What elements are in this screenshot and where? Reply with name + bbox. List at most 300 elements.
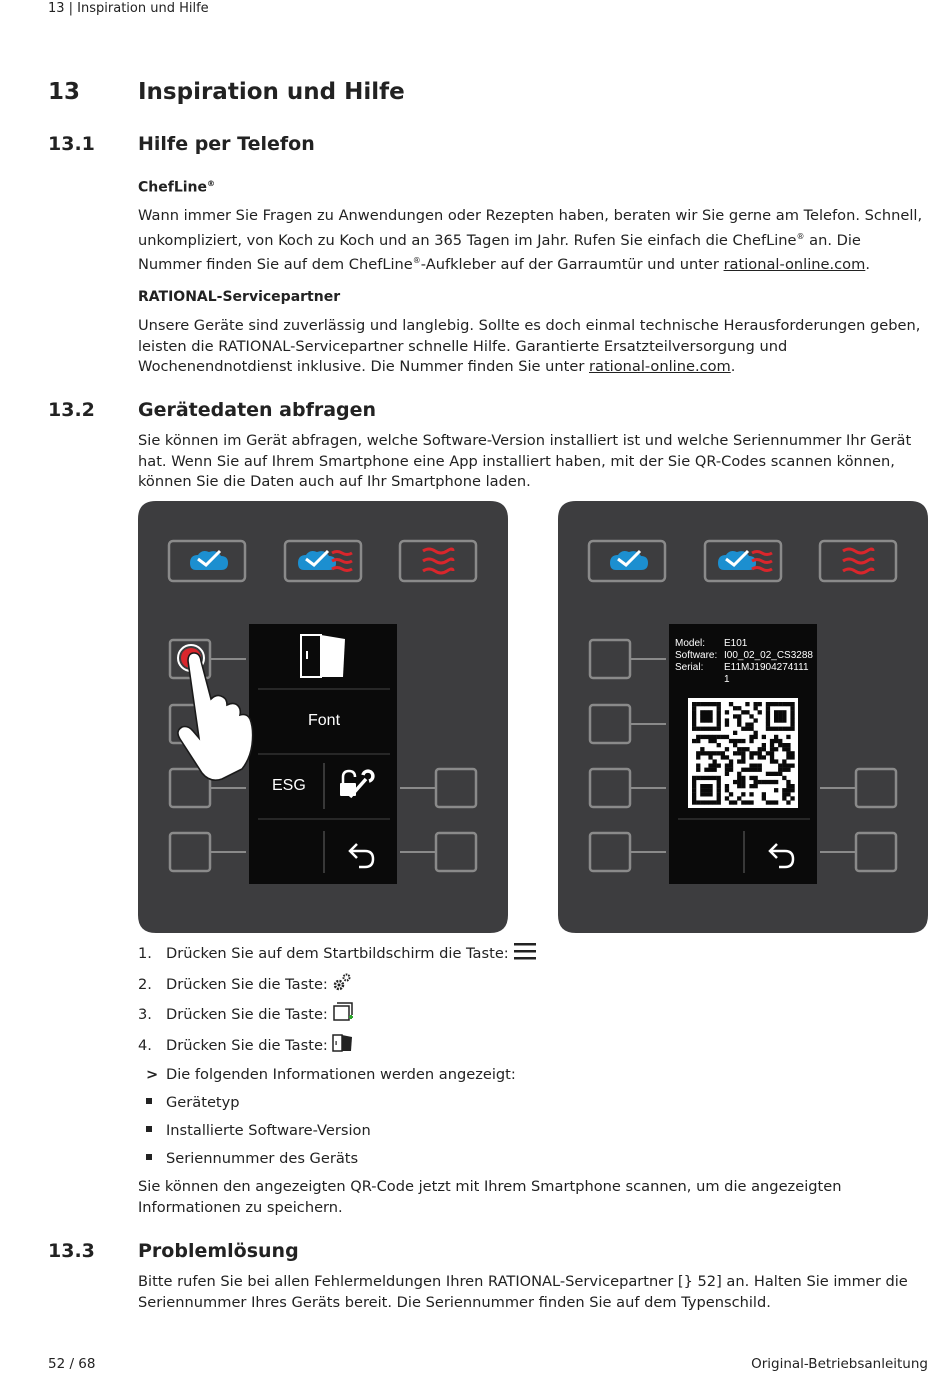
qr-module <box>758 755 762 759</box>
qr-module <box>725 747 729 751</box>
device-door-icon-small <box>332 1033 354 1057</box>
qr-module <box>733 731 737 735</box>
qr-module <box>708 788 712 792</box>
qr-module <box>741 751 745 755</box>
qr-module <box>754 731 758 735</box>
qr-module <box>790 755 794 759</box>
qr-module <box>708 727 712 731</box>
qr-module <box>790 796 794 800</box>
qr-module <box>733 743 737 747</box>
qr-module <box>754 776 758 780</box>
qr-module <box>770 751 774 755</box>
qr-module <box>704 735 708 739</box>
qr-module <box>790 714 794 718</box>
qr-module <box>762 792 766 796</box>
qr-module <box>749 776 753 780</box>
qr-module <box>733 706 737 710</box>
qr-module <box>733 780 737 784</box>
qr-module <box>708 710 712 714</box>
qr-module <box>696 776 700 780</box>
result-line: > Die folgenden Informationen werden angezeigt: <box>146 1066 516 1083</box>
qr-module <box>725 755 729 759</box>
qr-module <box>754 784 758 788</box>
qr-module <box>741 768 745 772</box>
qr-module <box>704 768 708 772</box>
qr-module <box>762 743 766 747</box>
qr-module <box>749 792 753 796</box>
qr-module <box>721 755 725 759</box>
qr-module <box>782 796 786 800</box>
qr-module <box>762 747 766 751</box>
qr-module <box>717 723 721 727</box>
qr-module <box>786 764 790 768</box>
qr-module <box>717 735 721 739</box>
qr-module <box>741 776 745 780</box>
qr-module <box>704 788 708 792</box>
qr-module <box>696 702 700 706</box>
qr-module <box>717 784 721 788</box>
qr-module <box>717 796 721 800</box>
qr-module <box>704 718 708 722</box>
qr-module <box>725 784 729 788</box>
qr-module <box>708 764 712 768</box>
section-13-3-number: 13.3 <box>48 1240 95 1262</box>
qr-module <box>745 710 749 714</box>
qr-module <box>713 739 717 743</box>
qr-module <box>749 784 753 788</box>
qr-module <box>745 723 749 727</box>
qr-module <box>745 800 749 804</box>
serial-value-cont: 1 <box>724 674 730 685</box>
qr-module <box>782 747 786 751</box>
qr-module <box>729 759 733 763</box>
qr-module <box>770 727 774 731</box>
qr-module <box>782 710 786 714</box>
qr-module <box>704 710 708 714</box>
qr-module <box>692 792 696 796</box>
qr-module <box>717 764 721 768</box>
qr-module <box>774 735 778 739</box>
qr-module <box>737 796 741 800</box>
qr-module <box>692 714 696 718</box>
qr-module <box>700 800 704 804</box>
qr-module <box>786 735 790 739</box>
qr-module <box>770 739 774 743</box>
qr-module <box>774 800 778 804</box>
font-menu-label[interactable]: Font <box>308 712 341 729</box>
qr-module <box>692 723 696 727</box>
qr-module <box>700 718 704 722</box>
section-13-2-title: Gerätedaten abfragen <box>138 399 377 421</box>
qr-module <box>774 759 778 763</box>
qr-module <box>741 727 745 731</box>
qr-module <box>721 735 725 739</box>
qr-module <box>692 776 696 780</box>
section-13-1-title: Hilfe per Telefon <box>138 133 315 155</box>
qr-module <box>741 739 745 743</box>
section-13-2-number: 13.2 <box>48 399 95 421</box>
qr-module <box>708 768 712 772</box>
qr-module <box>692 788 696 792</box>
qr-module <box>778 739 782 743</box>
qr-module <box>758 764 762 768</box>
qr-module <box>774 714 778 718</box>
rational-link[interactable]: rational-online.com <box>723 255 866 273</box>
qr-module <box>700 751 704 755</box>
qr-module <box>725 768 729 772</box>
qr-module <box>737 780 741 784</box>
bullet-item: Gerätetyp <box>146 1094 240 1111</box>
qr-module <box>741 759 745 763</box>
qr-module <box>762 780 766 784</box>
qr-module <box>790 710 794 714</box>
qr-module <box>741 710 745 714</box>
qr-module <box>692 706 696 710</box>
qr-module <box>708 714 712 718</box>
qr-module <box>758 768 762 772</box>
qr-module <box>692 780 696 784</box>
qr-module <box>717 780 721 784</box>
section-13-2-intro: Sie können im Gerät abfragen, welche Software-Version installiert ist und welche Seriennummer Ihr Gerät hat. Wenn Sie auf Ihrem Smartphone eine App installiert haben, mit der Sie QR-Codes scannen können, können Sie die Daten auch auf Ihr Smartphone laden. <box>138 432 912 490</box>
qr-module <box>692 739 696 743</box>
qr-module <box>713 764 717 768</box>
qr-module <box>700 747 704 751</box>
qr-module <box>704 751 708 755</box>
qr-module <box>741 792 745 796</box>
qr-module <box>745 747 749 751</box>
chefline-paragraph: Wann immer Sie Fragen zu Anwendungen oder Rezepten haben, beraten wir Sie gerne am Telefon. Schnell, unkompliziert, von Koch zu Koch und an 365 Tagen im Jahr. Rufen Sie einfach die ChefLine® an. Die Nummer finden Sie auf dem ChefLine®-Aufkleber auf der Garraumtür und unter rational-online.com. <box>138 207 923 273</box>
qr-module <box>737 714 741 718</box>
qr-module <box>762 796 766 800</box>
qr-module <box>774 747 778 751</box>
qr-module <box>696 764 700 768</box>
qr-module <box>766 714 770 718</box>
qr-module <box>737 751 741 755</box>
qr-module <box>790 718 794 722</box>
qr-module <box>774 780 778 784</box>
qr-module <box>733 714 737 718</box>
qr-module <box>725 735 729 739</box>
qr-module <box>696 727 700 731</box>
qr-module <box>696 735 700 739</box>
qr-module <box>749 727 753 731</box>
qr-module <box>766 702 770 706</box>
qr-module <box>741 780 745 784</box>
qr-module <box>774 710 778 714</box>
qr-module <box>737 776 741 780</box>
serial-key: Serial: <box>675 662 704 673</box>
qr-module <box>729 739 733 743</box>
section-13-3-title: Problemlösung <box>138 1240 299 1262</box>
qr-module <box>717 743 721 747</box>
qr-module <box>786 780 790 784</box>
qr-module <box>758 747 762 751</box>
qr-module <box>704 714 708 718</box>
qr-module <box>786 751 790 755</box>
qr-module <box>774 772 778 776</box>
qr-module <box>708 735 712 739</box>
qr-module <box>754 718 758 722</box>
qr-module <box>725 772 729 776</box>
qr-module <box>692 710 696 714</box>
qr-module <box>729 764 733 768</box>
qr-module <box>717 718 721 722</box>
qr-module <box>782 714 786 718</box>
serial-value: E11MJ1904274111 <box>724 662 809 673</box>
qr-module <box>786 747 790 751</box>
chefline-heading: ChefLine® <box>138 179 216 196</box>
qr-module <box>713 727 717 731</box>
qr-module <box>749 735 753 739</box>
software-key: Software: <box>675 650 718 661</box>
qr-module <box>786 792 790 796</box>
qr-module <box>737 723 741 727</box>
model-value: E101 <box>724 638 748 649</box>
qr-module <box>745 768 749 772</box>
qr-module <box>708 718 712 722</box>
qr-module <box>758 780 762 784</box>
qr-module <box>704 792 708 796</box>
qr-module <box>700 788 704 792</box>
qr-module <box>762 735 766 739</box>
qr-module <box>700 784 704 788</box>
qr-module <box>737 739 741 743</box>
qr-module <box>774 788 778 792</box>
qr-module <box>782 788 786 792</box>
qr-module <box>729 702 733 706</box>
section-13-3-text: Bitte rufen Sie bei allen Fehlermeldungen Ihren RATIONAL-Servicepartner [} 52] an. Halten Sie immer die Seriennummer Ihres Geräts bereit. Die Seriennummer finden Sie auf dem Typenschild. <box>138 1273 908 1311</box>
qr-module <box>721 751 725 755</box>
qr-module <box>754 702 758 706</box>
qr-module <box>741 747 745 751</box>
qr-module <box>708 739 712 743</box>
rational-link-2[interactable]: rational-online.com <box>589 358 731 375</box>
qr-module <box>782 727 786 731</box>
qr-module <box>774 702 778 706</box>
qr-code-image <box>688 698 798 808</box>
qr-module <box>717 702 721 706</box>
servicepartner-heading: RATIONAL-Servicepartner <box>138 289 341 305</box>
qr-module <box>700 727 704 731</box>
qr-module <box>692 702 696 706</box>
chapter-number: 13 <box>48 79 81 105</box>
qr-module <box>770 743 774 747</box>
qr-module <box>696 739 700 743</box>
bullet-item: Installierte Software-Version <box>146 1122 371 1139</box>
qr-module <box>717 792 721 796</box>
qr-module <box>770 747 774 751</box>
qr-module <box>790 723 794 727</box>
qr-module <box>733 751 737 755</box>
esg-menu-label[interactable]: ESG <box>272 777 306 794</box>
qr-module <box>737 784 741 788</box>
qr-module <box>733 739 737 743</box>
qr-module <box>782 718 786 722</box>
qr-module <box>754 780 758 784</box>
qr-module <box>778 718 782 722</box>
qr-module <box>774 727 778 731</box>
qr-module <box>713 702 717 706</box>
step-4: 4. Drücken Sie die Taste: <box>138 1034 354 1056</box>
qr-module <box>758 751 762 755</box>
qr-module <box>708 776 712 780</box>
qr-module <box>778 702 782 706</box>
step-3: 3. Drücken Sie die Taste: <box>138 1003 354 1025</box>
qr-module <box>737 747 741 751</box>
qr-module <box>725 710 729 714</box>
device-panel-left <box>138 501 508 933</box>
qr-module <box>778 743 782 747</box>
step-1: 1. Drücken Sie auf dem Startbildschirm die Taste: <box>138 942 537 964</box>
qr-module <box>790 784 794 788</box>
qr-module <box>741 755 745 759</box>
qr-module <box>770 772 774 776</box>
qr-module <box>696 800 700 804</box>
document-title: Original-Betriebsanleitung <box>751 1356 928 1372</box>
qr-module <box>708 751 712 755</box>
qr-module <box>782 764 786 768</box>
qr-module <box>704 727 708 731</box>
qr-module <box>737 759 741 763</box>
device-panel-right <box>558 501 928 933</box>
qr-module <box>717 751 721 755</box>
qr-module <box>713 759 717 763</box>
qr-module <box>708 755 712 759</box>
qr-module <box>766 800 770 804</box>
page-number: 52 / 68 <box>48 1356 96 1372</box>
qr-module <box>729 800 733 804</box>
qr-module <box>758 710 762 714</box>
qr-module <box>790 788 794 792</box>
qr-module <box>713 800 717 804</box>
qr-module <box>790 727 794 731</box>
qr-module <box>749 764 753 768</box>
qr-module <box>786 768 790 772</box>
qr-module <box>717 714 721 718</box>
qr-module <box>790 751 794 755</box>
qr-module <box>749 739 753 743</box>
qr-module <box>774 718 778 722</box>
section-13-2-outro: Sie können den angezeigten QR-Code jetzt mit Ihrem Smartphone scannen, um die angezeigten Informationen zu speichern. <box>138 1178 842 1216</box>
qr-module <box>778 768 782 772</box>
model-key: Model: <box>675 638 706 649</box>
qr-module <box>749 714 753 718</box>
qr-module <box>782 768 786 772</box>
qr-module <box>696 768 700 772</box>
qr-module <box>778 764 782 768</box>
qr-module <box>790 702 794 706</box>
qr-module <box>708 792 712 796</box>
qr-module <box>749 723 753 727</box>
qr-module <box>786 784 790 788</box>
qr-module <box>692 796 696 800</box>
qr-module <box>717 800 721 804</box>
qr-module <box>700 714 704 718</box>
qr-module <box>745 702 749 706</box>
qr-module <box>766 772 770 776</box>
qr-module <box>766 723 770 727</box>
qr-module <box>725 723 729 727</box>
qr-module <box>729 768 733 772</box>
qr-module <box>770 800 774 804</box>
qr-module <box>708 800 712 804</box>
qr-module <box>766 706 770 710</box>
qr-module <box>770 780 774 784</box>
qr-module <box>737 706 741 710</box>
qr-module <box>717 727 721 731</box>
qr-module <box>766 780 770 784</box>
qr-module <box>708 702 712 706</box>
qr-module <box>737 718 741 722</box>
gears-icon <box>332 972 352 996</box>
qr-module <box>700 702 704 706</box>
qr-module <box>778 772 782 776</box>
qr-module <box>733 800 737 804</box>
chapter-title: Inspiration und Hilfe <box>138 79 405 105</box>
qr-module <box>708 784 712 788</box>
qr-module <box>782 759 786 763</box>
qr-module <box>762 755 766 759</box>
qr-module <box>758 702 762 706</box>
qr-module <box>696 751 700 755</box>
qr-module <box>770 755 774 759</box>
qr-module <box>786 788 790 792</box>
qr-module <box>749 800 753 804</box>
qr-module <box>782 743 786 747</box>
qr-module <box>700 776 704 780</box>
qr-module <box>778 727 782 731</box>
qr-module <box>700 710 704 714</box>
qr-module <box>782 792 786 796</box>
qr-module <box>786 702 790 706</box>
qr-module <box>692 784 696 788</box>
qr-module <box>774 739 778 743</box>
qr-module <box>717 706 721 710</box>
step-2: 2. Drücken Sie die Taste: <box>138 973 352 995</box>
qr-module <box>749 751 753 755</box>
qr-module <box>766 727 770 731</box>
qr-module <box>741 800 745 804</box>
qr-module <box>704 784 708 788</box>
qr-module <box>729 792 733 796</box>
qr-module <box>692 718 696 722</box>
qr-module <box>766 718 770 722</box>
qr-module <box>786 743 790 747</box>
qr-module <box>741 784 745 788</box>
qr-module <box>692 800 696 804</box>
qr-module <box>770 702 774 706</box>
qr-module <box>704 800 708 804</box>
qr-module <box>778 710 782 714</box>
qr-module <box>754 706 758 710</box>
qr-module <box>749 768 753 772</box>
section-13-1-number: 13.1 <box>48 133 95 155</box>
qr-module <box>700 735 704 739</box>
qr-module <box>696 755 700 759</box>
qr-module <box>717 776 721 780</box>
qr-module <box>692 727 696 731</box>
qr-module <box>790 764 794 768</box>
qr-module <box>725 718 729 722</box>
qr-module <box>725 764 729 768</box>
qr-module <box>786 755 790 759</box>
qr-module <box>778 714 782 718</box>
qr-module <box>749 755 753 759</box>
qr-module <box>737 772 741 776</box>
qr-module <box>717 710 721 714</box>
qr-module <box>770 759 774 763</box>
qr-module <box>725 796 729 800</box>
